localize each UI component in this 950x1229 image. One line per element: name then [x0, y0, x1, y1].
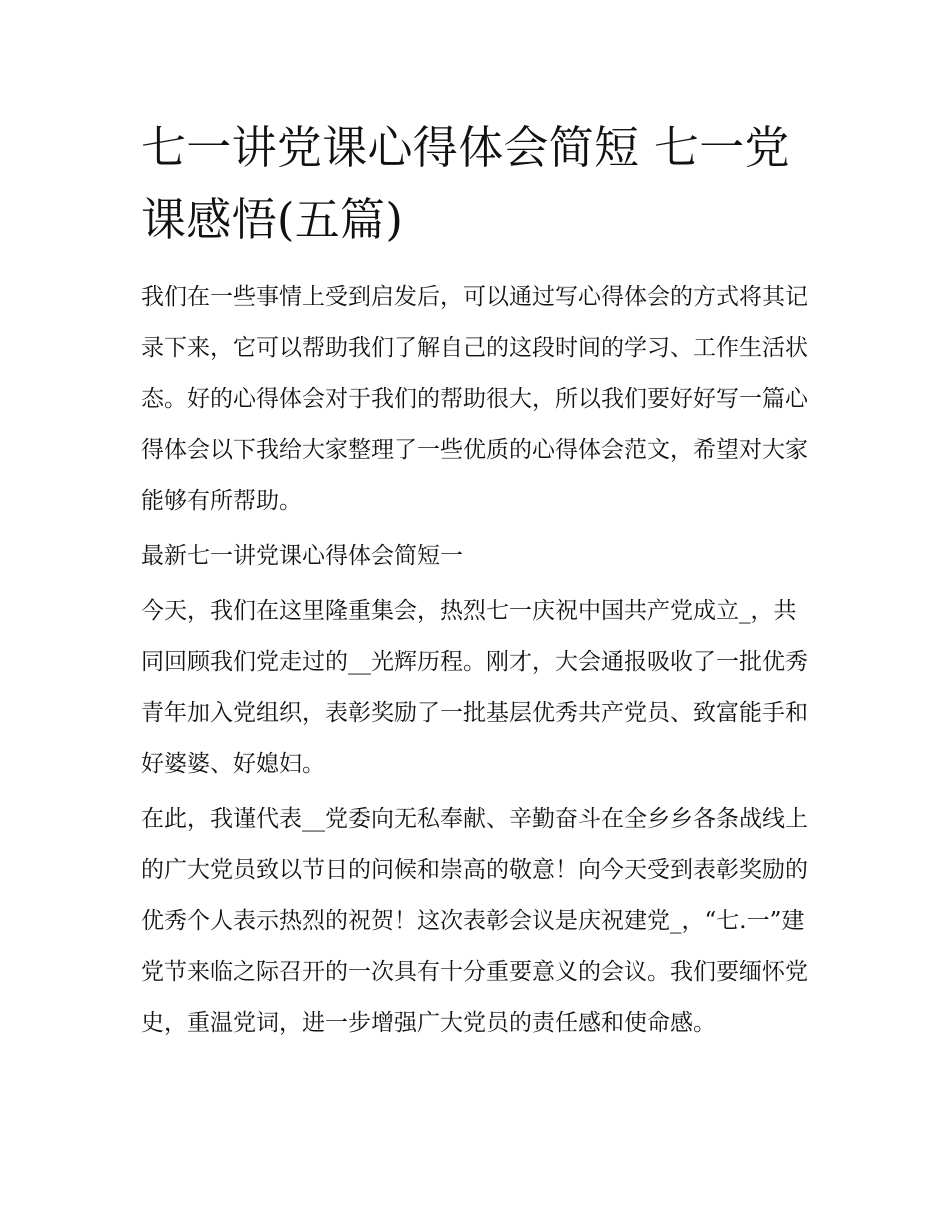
section-heading: 最新七一讲党课心得体会简短一: [141, 543, 463, 569]
body-paragraph-2: 在此，我谨代表__党委向无私奉献、辛勤奋斗在全乡乡各条战线上的广大党员致以节日的问候和崇高的敬意！向今天受到表彰奖励的优秀个人表示热烈的祝贺！这次表彰会议是庆祝建党_，“七.一”建党节来临之际召开的一次具有十分重要意义的会议。我们要缅怀党史，重温党词，进一步增强广大党员的责任感和使命感。: [141, 806, 808, 1036]
body-paragraph-1: 今天，我们在这里隆重集会，热烈七一庆祝中国共产党成立_，共同回顾我们党走过的__光辉历程。刚才，大会通报吸收了一批优秀青年加入党组织，表彰奖励了一批基层优秀共产党员、致富能手和好婆婆、好媳妇。: [141, 598, 808, 777]
document-title: 七一讲党课心得体会简短 七一党课感悟(五篇): [141, 121, 790, 246]
document-page: [141, 112, 813, 1053]
intro-paragraph: 我们在一些事情上受到启发后，可以通过写心得体会的方式将其记录下来，它可以帮助我们了解自己的这段时间的学习、工作生活状态。好的心得体会对于我们的帮助很大，所以我们要好好写一篇心得体会以下我给大家整理了一些优质的心得体会范文，希望对大家能够有所帮助。: [141, 284, 808, 514]
